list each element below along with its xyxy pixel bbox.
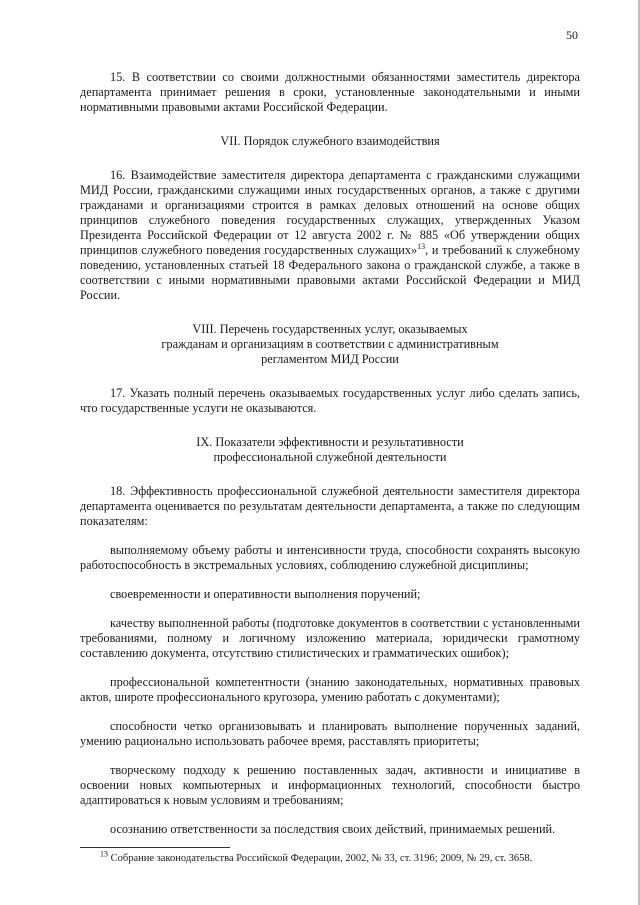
paragraph-16 xyxy=(80,168,580,303)
paragraph-16-part2: , и требований к служебному поведению, установленных статьей 18 Федерального закона о гражданской службе, а также в соответствии с иными нормативными правовыми актами Российской Федерации и МИД России. xyxy=(80,243,580,302)
indicator-item: способности четко организовывать и планировать выполнение порученных заданий, умению рационально использовать рабочее время, расставлять приоритеты; xyxy=(80,719,580,748)
footnote-text: Собрание законодательства Российской Федерации, 2002, № 33, ст. 3196; 2009, № 29, ст. 3658. xyxy=(110,853,533,864)
indicator-item: своевременности и оперативности выполнения поручений; xyxy=(110,587,421,601)
section-7-heading: VII. Порядок служебного взаимодействия xyxy=(220,134,440,148)
section-9-heading xyxy=(80,435,580,465)
indicator-item: качеству выполненной работы (подготовке документов в соответствии с установленными требованиями, полному и логичному изложению материала, юридически грамотному составлению документа, отсутствию стилистических и грамматических ошибок); xyxy=(80,616,580,660)
page-content xyxy=(80,70,580,865)
section-9-line: профессиональной служебной деятельности xyxy=(213,450,447,464)
indicator-item: профессиональной компетентности (знанию законодательных, нормативных правовых актов, широте профессионального кругозора, умению работать с документами); xyxy=(80,675,580,704)
section-8-line: гражданам и организациям в соответствии с административным xyxy=(161,337,499,351)
paragraph-16-part1: 16. Взаимодействие заместителя директора департамента с гражданскими служащими МИД России, гражданскими служащими иных государственных органов, а также с другими гражданами и организациями строится в рамках деловых отношений на основе общих принципов служебного поведения государственных служащих, утвержденных Указом Президента Российской Федерации от 12 августа 2002 г. № 885 «Об утверждении общих принципов служебного поведения государственных служащих» xyxy=(80,168,580,257)
section-9-line: IX. Показатели эффективности и результативности xyxy=(196,435,464,449)
footnote xyxy=(80,849,580,865)
footnote-ref: 13 xyxy=(417,241,426,251)
indicator-item: выполняемому объему работы и интенсивности труда, способности сохранять высокую работоспособность в экстремальных условиях, соблюдению служебной дисциплины; xyxy=(80,543,580,572)
section-8-line: регламентом МИД России xyxy=(261,352,399,366)
footnote-marker: 13 xyxy=(100,849,108,859)
footnote-divider xyxy=(80,847,230,848)
section-8-line: VIII. Перечень государственных услуг, оказываемых xyxy=(192,322,468,336)
indicator-item: творческому подходу к решению поставленных задач, активности и инициативе в освоении новых компьютерных и информационных технологий, способности быстро адаптироваться к новым условиям и требованиям; xyxy=(80,763,580,807)
page-number: 50 xyxy=(566,28,578,42)
paragraph-15: 15. В соответствии со своими должностными обязанностями заместитель директора департамента принимает решения в сроки, установленные законодательными и иными нормативными правовыми актами Российской Федерации. xyxy=(80,70,580,114)
section-8-heading xyxy=(80,322,580,367)
indicator-item: осознанию ответственности за последствия своих действий, принимаемых решений. xyxy=(110,822,556,836)
paragraph-17: 17. Указать полный перечень оказываемых государственных услуг либо сделать запись, что государственные услуги не оказываются. xyxy=(80,386,580,415)
paragraph-18: 18. Эффективность профессиональной служебной деятельности заместителя директора департамента оценивается по результатам деятельности департамента, а также по следующим показателям: xyxy=(80,484,580,528)
